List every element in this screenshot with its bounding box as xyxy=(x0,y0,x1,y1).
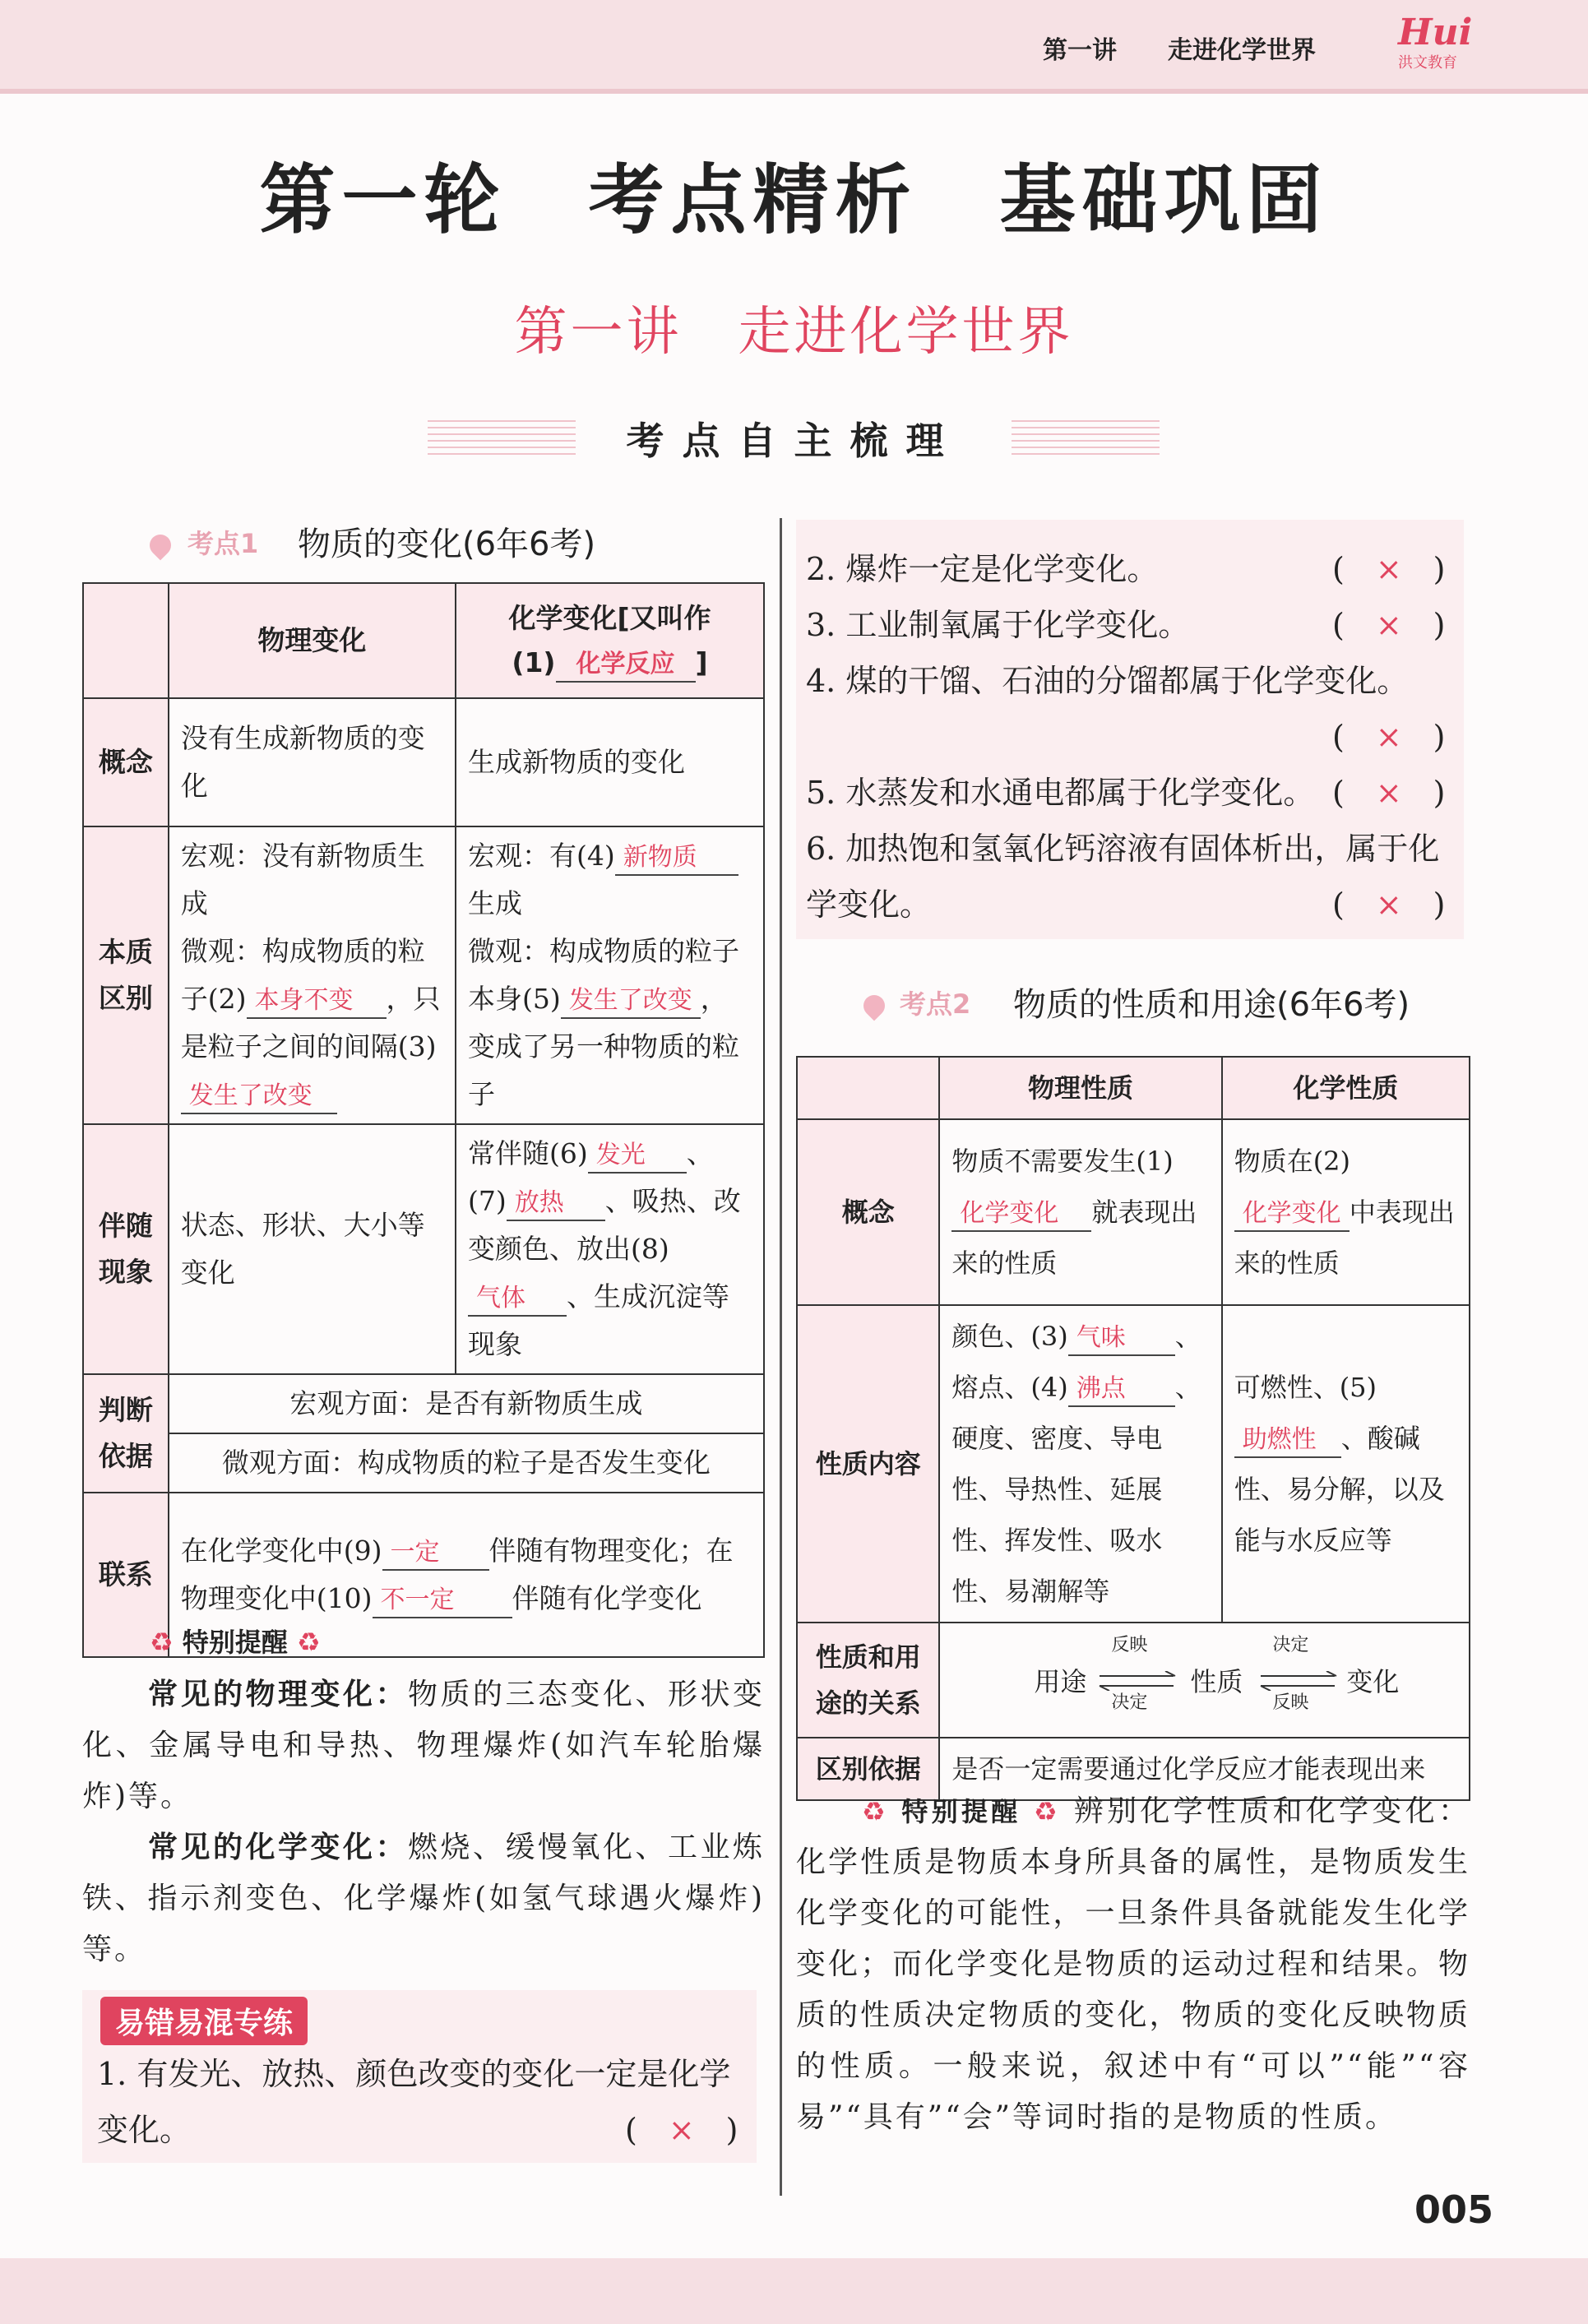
practice-badge: 易错易混专练 xyxy=(100,1997,308,2045)
answer-5: 发生了改变 xyxy=(561,984,701,1019)
practice-mark-2: ( × ) xyxy=(1332,551,1446,587)
essence-phys-b: 微观：构成物质的粒子(2) xyxy=(180,935,425,1015)
cell-distinguish: 是否一定需要通过化学反应才能表现出来 xyxy=(939,1738,1470,1800)
practice-item-4 xyxy=(806,653,1408,709)
content-phys-b: 、熔点、(4) xyxy=(951,1321,1201,1403)
relation-arrow1-top: 反映 xyxy=(1111,1635,1148,1655)
cross-icon: × xyxy=(668,2112,695,2148)
cross-icon: × xyxy=(1375,719,1402,755)
table-row xyxy=(83,1124,764,1374)
concept-phys-a: 物质不需要发生(1) xyxy=(951,1146,1174,1177)
practice-mark-4: ( × ) xyxy=(1332,719,1446,755)
col-physical-property: 物理性质 xyxy=(939,1057,1221,1119)
content-chem-b: 、酸碱性、易分解，以及能与水反应等 xyxy=(1234,1423,1445,1556)
col-chemical-prefix: 化学变化[又叫作 xyxy=(508,602,711,634)
cell-content-chemical xyxy=(1222,1305,1470,1623)
recycle-icon: ♻ xyxy=(862,1796,889,1827)
column-divider xyxy=(780,518,782,2196)
row-head-essence: 本质区别 xyxy=(83,826,169,1124)
row-head-relation: 性质和用途的关系 xyxy=(797,1623,939,1738)
row-head-relation: 联系 xyxy=(83,1493,169,1657)
table-row xyxy=(797,1119,1470,1305)
table-row xyxy=(83,826,764,1124)
row-head-concept: 概念 xyxy=(83,698,169,826)
page-title: 第一轮 考点精析 基础巩固 xyxy=(259,156,1329,244)
practice-text: 6. 加热饱和氢氧化钙溶液有固体析出，属于化学变化。 xyxy=(806,831,1440,923)
kp2-table xyxy=(796,1056,1470,1801)
col-chemical-suffix: ] xyxy=(695,646,708,678)
page-number: 005 xyxy=(1414,2187,1494,2232)
row-head-content: 性质内容 xyxy=(797,1305,939,1623)
table-header-row xyxy=(797,1057,1470,1119)
cell-concept-chemical: 生成新物质的变化 xyxy=(456,698,764,826)
table-row xyxy=(83,1433,764,1493)
essence-phys-a: 宏观：没有新物质生成 xyxy=(180,840,425,919)
cell-concept-chemical xyxy=(1222,1119,1470,1305)
kp1-table xyxy=(82,582,765,1658)
relation-property: 性质 xyxy=(1190,1666,1243,1697)
cell-relation xyxy=(939,1623,1470,1738)
tip1-chem-body: 燃烧、缓慢氧化、工业炼铁、指示剂变色、化学爆炸(如氢气球遇火爆炸)等。 xyxy=(82,1831,765,1966)
table-row xyxy=(797,1623,1470,1738)
footer-band xyxy=(0,2258,1588,2324)
answer-3: 气味 xyxy=(1068,1322,1175,1356)
essence-chem-c: 微观：构成物质的粒子本身(5) xyxy=(468,935,739,1015)
tip2-label: 特别提醒 xyxy=(901,1796,1021,1827)
essence-phys-c: ，只是粒子之间的间隔(3) xyxy=(180,983,441,1062)
cell-phenomena-chemical xyxy=(456,1124,764,1374)
relation-arrow2-top: 决定 xyxy=(1272,1635,1309,1655)
relation-arrow2-bottom: 反映 xyxy=(1272,1692,1309,1713)
header-divider xyxy=(0,89,1588,94)
content-chem-a: 可燃性、(5) xyxy=(1234,1372,1377,1403)
recycle-icon: ♻ xyxy=(1034,1796,1062,1827)
relation-change: 变化 xyxy=(1346,1666,1400,1697)
practice-text: 4. 煤的干馏、石油的分馏都属于化学变化。 xyxy=(806,663,1409,699)
cell-basis-micro: 微观方面：构成物质的粒子是否发生变化 xyxy=(169,1433,764,1493)
tip1-physical xyxy=(82,1669,765,1822)
cell-content-physical xyxy=(939,1305,1221,1623)
tip2 xyxy=(796,1786,1470,2143)
essence-chem-b: 生成 xyxy=(468,887,522,919)
table-row xyxy=(83,1374,764,1433)
answer-4: 新物质 xyxy=(615,841,738,876)
tip1-phys-body: 物质的三态变化、形状变化、金属导电和导热、物理爆炸(如汽车轮胎爆炸)等。 xyxy=(82,1678,765,1813)
tip1-chem-head: 常见的化学变化： xyxy=(148,1831,408,1864)
concept-chem-b: 中表现出来的性质 xyxy=(1234,1197,1455,1279)
cell-concept-physical: 没有生成新物质的变化 xyxy=(169,698,456,826)
recycle-icon: ♻ xyxy=(150,1627,174,1658)
concept-phys-b: 就表现出来的性质 xyxy=(951,1197,1197,1279)
essence-chem-d: ，变成了另一种物质的粒子 xyxy=(468,983,739,1110)
practice-text: 1. 有发光、放热、颜色改变的变化一定是化学变化。 xyxy=(97,2056,731,2148)
double-arrow-icon xyxy=(1257,1671,1340,1691)
content-phys-c: 、硬度、密度、导电性、导热性、延展性、挥发性、吸水性、易潮解等 xyxy=(951,1372,1201,1607)
practice-item-2 xyxy=(806,541,1158,597)
relation-diagram xyxy=(951,1635,1457,1725)
col-physical: 物理变化 xyxy=(169,583,456,698)
concept-chem-a: 物质在(2) xyxy=(1234,1146,1351,1177)
table-row xyxy=(83,698,764,826)
tip1-chemical xyxy=(82,1822,765,1975)
header-band xyxy=(0,0,1588,89)
drop-icon xyxy=(859,991,890,1021)
practice-text: 2. 爆炸一定是化学变化。 xyxy=(806,551,1159,587)
header-lecture: 第一讲 xyxy=(1043,36,1117,65)
kp1-tag: 考点1 xyxy=(188,528,259,559)
table-row xyxy=(797,1305,1470,1623)
cross-icon: × xyxy=(1375,887,1402,923)
practice-mark-3: ( × ) xyxy=(1332,607,1446,643)
row-head-phenomena: 伴随现象 xyxy=(83,1124,169,1374)
corner-cell xyxy=(83,583,169,698)
essence-chem-a: 宏观：有(4) xyxy=(468,840,615,872)
cell-essence-physical xyxy=(169,826,456,1124)
cell-concept-physical xyxy=(939,1119,1221,1305)
col-chemical-property: 化学性质 xyxy=(1222,1057,1470,1119)
cell-phenomena-physical: 状态、形状、大小等变化 xyxy=(169,1124,456,1374)
drop-icon xyxy=(146,530,176,561)
cross-icon: × xyxy=(1375,775,1402,811)
lecture-title: 第一讲 走进化学世界 xyxy=(514,302,1074,363)
header-topic: 走进化学世界 xyxy=(1168,36,1316,65)
practice-text: 3. 工业制氧属于化学变化。 xyxy=(806,607,1190,643)
practice-text: 5. 水蒸发和水通电都属于化学变化。 xyxy=(806,775,1315,811)
row-head-basis: 判断依据 xyxy=(83,1374,169,1493)
phen-chem-d: 、生成沉淀等现象 xyxy=(468,1280,729,1360)
practice-mark-1: ( × ) xyxy=(625,2112,738,2148)
practice-mark-6: ( × ) xyxy=(1332,887,1446,923)
row-head-concept: 概念 xyxy=(797,1119,939,1305)
col-chemical-num: (1) xyxy=(512,646,556,678)
logo xyxy=(1398,12,1473,74)
cell-essence-chemical xyxy=(456,826,764,1124)
answer-8: 气体 xyxy=(468,1282,567,1317)
tip1-label: 特别提醒 xyxy=(182,1627,288,1658)
recycle-icon: ♻ xyxy=(296,1627,321,1658)
answer-3: 发生了改变 xyxy=(181,1080,337,1114)
cross-icon: × xyxy=(1375,607,1402,643)
phen-chem-a: 常伴随(6) xyxy=(468,1137,588,1169)
tip2-body: 辨别化学性质和化学变化：化学性质是物质本身所具备的属性，是物质发生化学变化的可能性，一旦条件具备就能发生化学变化；而化学变化是物质的运动过程和结果。物质的性质决定物质的变化，物质的变化反映物质的性质。一般来说，叙述中有“可以”“能”“容易”“具有”“会”等词时指的是物质的性质。 xyxy=(796,1794,1471,2134)
relation-c: 伴随有化学变化 xyxy=(512,1582,702,1614)
col-chemical xyxy=(456,583,764,698)
tip2-heading xyxy=(862,1796,1061,1827)
answer-7: 放热 xyxy=(507,1187,605,1221)
relation-a: 在化学变化中(9) xyxy=(180,1535,382,1567)
kp2-title: 物质的性质和用途(6年6考) xyxy=(1013,986,1410,1024)
answer-9: 一定 xyxy=(382,1536,489,1571)
relation-arrow1-bottom: 决定 xyxy=(1111,1692,1148,1713)
answer-1: 化学反应 xyxy=(556,648,696,683)
kp1-title: 物质的变化(6年6考) xyxy=(298,525,596,563)
phen-chem-c: 、吸热、改变颜色、放出(8) xyxy=(468,1185,741,1265)
table-header-row xyxy=(83,583,764,698)
relation-b: 伴随有物理变化；在物理变化中(10) xyxy=(180,1535,734,1614)
practice-item-3 xyxy=(806,597,1189,653)
answer-5: 助燃性 xyxy=(1234,1424,1341,1458)
answer-4: 沸点 xyxy=(1068,1373,1175,1407)
tip1-heading xyxy=(150,1622,321,1660)
practice-item-5 xyxy=(806,765,1314,821)
answer-2: 化学变化 xyxy=(1234,1197,1350,1232)
practice-mark-5: ( × ) xyxy=(1332,775,1446,811)
section-title: 考点自主梳理 xyxy=(626,419,962,463)
kp2-tag: 考点2 xyxy=(900,988,971,1020)
logo-sub: 洪文教育 xyxy=(1398,54,1457,72)
cross-icon: × xyxy=(1375,551,1402,587)
answer-2: 本身不变 xyxy=(247,984,387,1019)
answer-6: 发光 xyxy=(588,1139,687,1174)
answer-1: 化学变化 xyxy=(951,1197,1091,1232)
relation-use: 用途 xyxy=(1034,1666,1087,1697)
row-head-distinguish: 区别依据 xyxy=(797,1738,939,1800)
tip1-phys-head: 常见的物理变化： xyxy=(148,1678,408,1711)
logo-text: Hui xyxy=(1398,12,1473,53)
answer-10: 不一定 xyxy=(373,1584,512,1618)
double-arrow-icon xyxy=(1096,1671,1178,1691)
corner-cell xyxy=(797,1057,939,1119)
content-phys-a: 颜色、(3) xyxy=(951,1321,1068,1352)
cell-basis-macro: 宏观方面：是否有新物质生成 xyxy=(169,1374,764,1433)
phen-chem-b: 、(7) xyxy=(468,1137,714,1217)
